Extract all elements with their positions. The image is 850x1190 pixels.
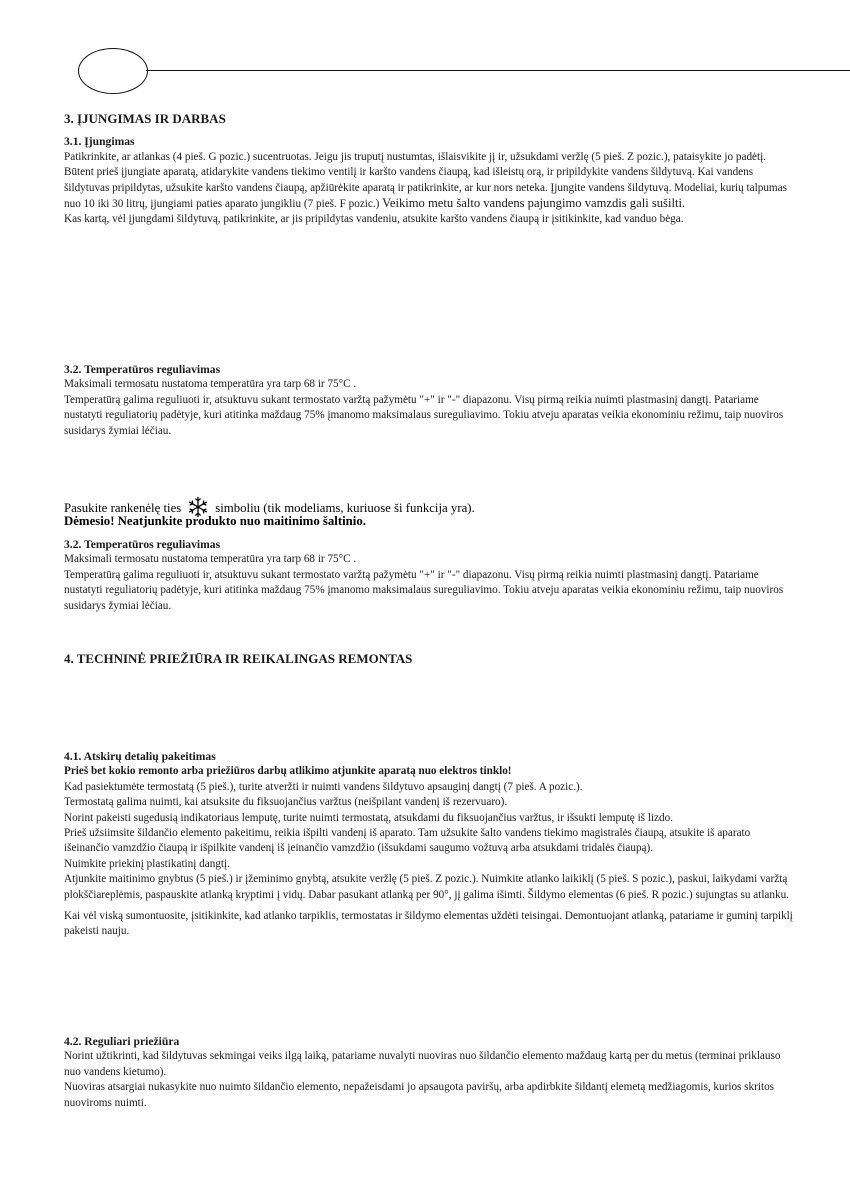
section-3-2-repeat-paragraph-1: Maksimali termosatu nustatoma temperatūra yra tarp 68 ir 75°C . [64,553,357,566]
section-4-1 [64,749,794,940]
section-4-2-title: 4.2. Reguliari priežiūra [64,1035,180,1048]
disconnect-warning: Dėmesio! Neatjunkite produkto nuo maitinimo šaltinio. [64,514,366,528]
snowflake-note-before: Pasukite rankenėlę ties [64,501,182,515]
paragraph-text-emphasis: Veikimo metu šalto vandens pajungimo vamzdis gali sušilti. [382,196,686,211]
section-4-1-paragraph-2: Termostatą galima nuimti, kai atsuksite du fiksuojančius varžtus (neišpilant vandenį iš rezervuaro). [64,796,508,809]
section-4-1-paragraph-5: Nuimkite priekinį plastikatinį dangtį. [64,857,230,870]
header-oval [78,48,148,94]
section-4-1-title: 4.1. Atskirų detalių pakeitimas [64,750,216,763]
section-3-1-paragraph-1: Patikrinkite, ar atlankas (4 pieš. G pozic.) sucentruotas. Jeigu jis truputį nustumtas, išlaisvikite jį ir, užsukdami veržlę (5 pieš. Z pozic.), pataisykite jo padėtį. [64,150,767,163]
section-3-2-paragraph-2: Temperatūrą galima reguliuoti ir, atsuktuvu sukant termostato varžtą pažymėtu "+" ir "-" diapazonu. Visų pirmą reikia nuimti plastmasinį dangtį. Patariame nustatyti reguliatorių padėtyje, kuri atitinka maždaug 75% įmanomo maksimalaus sureguliavimo. Tokiu atveju aparatas veikia ekonominiu režimu, taip nuoviros susidarys žymiai lėčiau. [64,393,784,437]
section-4-1-paragraph-4: Prieš užsiimsite šildančio elemento pakeitimu, reikia išpilti vandenį iš aparato. Tam užsukite šalto vandens tiekimo magistralės čiaupą, atsukite iš aparato išeinančio vamzdžio čiaupą ir išpilkite vandenį iš įeinančio vamzdžio (išsukdami saugumo vožtuvą arba atsukdami tridalės čiaupą). [64,827,751,855]
section-4-1-paragraph-3: Norint pakeisti sugedusią indikatoriaus lemputę, turite nuimti termostatą, atsukdami du fiksuojančius varžtus, ir išsukti lemputę iš lizdo. [64,811,673,824]
section-3-title: 3. ĮJUNGIMAS IR DARBAS [64,111,226,126]
section-3-1-title: 3.1. Įjungimas [64,135,135,149]
section-3-2-repeat [64,537,794,614]
header-rule [146,70,850,71]
section-4-2-paragraph-2: Nuoviras atsargiai nukasykite nuo nuimto šildančio elemento, nepažeisdami jo apsaugota paviršų, arba apdirbkite šildantį elemetą medžiagomis, kurios skritos nuoviroms nuimti. [64,1081,775,1109]
section-3-2-repeat-paragraph-2: Temperatūrą galima reguliuoti ir, atsuktuvu sukant termostato varžtą pažymėtu "+" ir "-" diapazonu. Visų pirmą reikia nuimti plastmasinį dangtį. Patariame nustatyti reguliatorių padėtyje, kuri atitinka maždaug 75% įmanomo maksimalaus sureguliavimo. Tokiu atveju aparatas veikia ekonominiu režimu, taip nuoviros susidarys žymiai lėčiau. [64,568,784,612]
section-4-2-paragraph-1: Norint užtikrinti, kad šildytuvas sekmingai veiks ilgą laiką, patariame nuvalyti nuoviras nuo šildančio elemento maždaug kartą per du metus (terminai priklauso nuo vandens kietumo). [64,1050,781,1078]
section-3-2-repeat-title: 3.2. Temperatūros reguliavimas [64,538,221,551]
section-3 [64,111,794,228]
section-3-1-paragraph-3: Kas kartą, vėl įjungdami šildytuvą, patikrinkite, ar jis pripildytas vandeniu, atsukite karšto vandens čiaupą ir įsitikinkite, kad vanduo bėga. [64,213,684,226]
section-3-2 [64,362,794,439]
section-3-2-paragraph-1: Maksimali termosatu nustatoma temperatūra yra tarp 68 ir 75°C . [64,378,357,391]
snowflake-note-after: simboliu (tik modeliams, kuriuose ši funkcija yra). [215,501,475,515]
section-4-1-paragraph-6: Atjunkite maitinimo gnybtus (5 pieš.) ir įžeminimo gnybtą, atsukite veržlę (5 pieš. Z pozic.). Nuimkite atlanko laikiklį (5 pieš. S pozic.), paskui, laikydami varžtą plokščiareplėmis, paspauskite atlanką kryptimi į vidų. Dabar pasukant atlanką per 90°, jį galima išimti. Šildymo elementas (6 pieš. R pozic.) sujungtas su atlanku. [64,873,789,901]
section-4-1-warning: Prieš bet kokio remonto arba priežiūros darbų atlikimo atjunkite aparatą nuo elektros tinklo! [64,765,512,778]
section-3-1-paragraph-2 [64,165,794,212]
section-4-1-paragraph-7: Kai vėl viską sumontuosite, įsitikinkite, kad atlanko tarpiklis, termostatas ir šildymo elementas uždėti teisingai. Demontuojant atlanką, patariame ir guminį tarpiklį pakeisti nauju. [64,910,793,938]
section-4-heading [64,651,794,666]
section-4-title: 4. TECHNINĖ PRIEŽIŪRA IR REIKALINGAS REMONTAS [64,651,413,666]
paragraph-text: Būtent prieš įjungiate aparatą, atidarykite vandens tiekimo ventilį ir karšto vandens čiaupą, kad išleistų orą, ir pripildykite vandens šildytuvą. Kai vandens šildytuvas pripildytas, užsukite karšto vandens čiaupą, apžiūrėkite aparatą ir patikrinkite, ar kur nors neteka. Įjungite vandens šildytuvą. Modeliai, kurių talpumas nuo 10 iki 30 litrų, įjungiami paties aparato jungikliu (7 pieš. F pozic.) [64,166,787,211]
section-4-1-paragraph-1: Kad pasiektumėte termostatą (5 pieš.), turite atveržti ir nuimti vandens šildytuvo apsauginį dangtį (7 pieš. A pozic.). [64,780,583,793]
section-3-2-title: 3.2. Temperatūros reguliavimas [64,363,221,376]
section-4-2 [64,1034,794,1111]
